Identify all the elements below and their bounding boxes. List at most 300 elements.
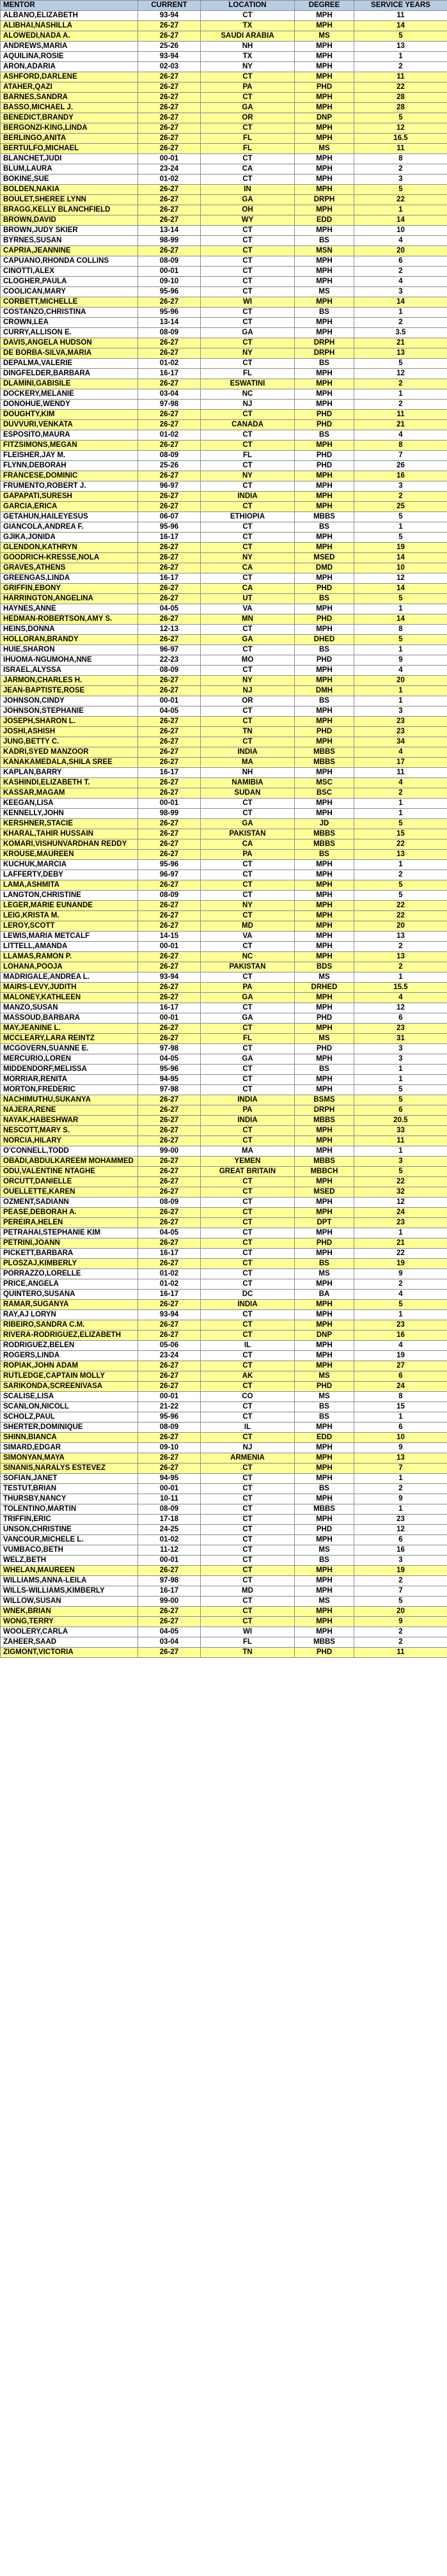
- cell-degree: MPH: [295, 93, 354, 103]
- cell-degree: MS: [295, 1545, 354, 1556]
- cell-current: 26-27: [138, 1320, 201, 1331]
- table-row: [1, 901, 447, 911]
- cell-service-years: 12: [354, 574, 447, 584]
- cell-mentor: WNEK,BRIAN: [1, 1607, 138, 1617]
- cell-location: OR: [201, 696, 295, 706]
- cell-service-years: 24: [354, 1382, 447, 1392]
- cell-service-years: 2: [354, 492, 447, 502]
- table-row: [1, 1054, 447, 1065]
- cell-service-years: 5: [354, 512, 447, 522]
- table-row: [1, 1269, 447, 1279]
- cell-service-years: 7: [354, 1464, 447, 1474]
- cell-current: 95-96: [138, 1412, 201, 1423]
- cell-mentor: HUIE,SHARON: [1, 645, 138, 655]
- cell-service-years: 5: [354, 880, 447, 891]
- cell-service-years: 1: [354, 1146, 447, 1157]
- cell-location: CT: [201, 1075, 295, 1085]
- cell-location: CA: [201, 563, 295, 574]
- cell-service-years: 10: [354, 1433, 447, 1443]
- cell-current: 13-14: [138, 318, 201, 328]
- cell-service-years: 1: [354, 1065, 447, 1075]
- cell-degree: PHD: [295, 584, 354, 594]
- cell-current: 26-27: [138, 1464, 201, 1474]
- cell-current: 00-01: [138, 1556, 201, 1566]
- table-row: [1, 1545, 447, 1556]
- cell-service-years: 19: [354, 543, 447, 553]
- cell-mentor: MAY,JEANINE L.: [1, 1024, 138, 1034]
- cell-location: CT: [201, 717, 295, 727]
- cell-degree: MBBS: [295, 1504, 354, 1515]
- cell-current: 94-95: [138, 1474, 201, 1484]
- cell-location: OH: [201, 205, 295, 215]
- table-row: [1, 287, 447, 297]
- table-row: [1, 297, 447, 308]
- cell-current: 26-27: [138, 983, 201, 993]
- cell-current: 26-27: [138, 441, 201, 451]
- cell-current: 03-04: [138, 1637, 201, 1648]
- cell-current: 08-09: [138, 328, 201, 338]
- cell-current: 26-27: [138, 952, 201, 962]
- cell-current: 26-27: [138, 921, 201, 932]
- cell-current: 08-09: [138, 1198, 201, 1208]
- cell-mentor: CORBETT,MICHELLE: [1, 297, 138, 308]
- cell-service-years: 7: [354, 1586, 447, 1596]
- cell-current: 00-01: [138, 799, 201, 809]
- cell-current: 94-95: [138, 1075, 201, 1085]
- cell-current: 97-98: [138, 1576, 201, 1586]
- cell-degree: DRHED: [295, 983, 354, 993]
- cell-degree: BS: [295, 359, 354, 369]
- cell-mentor: ISRAEL,ALYSSA: [1, 666, 138, 676]
- table-row: [1, 1361, 447, 1371]
- table-row: [1, 574, 447, 584]
- cell-current: 05-06: [138, 1341, 201, 1351]
- cell-service-years: 5: [354, 1596, 447, 1607]
- cell-degree: MPH: [295, 492, 354, 502]
- cell-degree: MPH: [295, 481, 354, 492]
- table-row: [1, 1596, 447, 1607]
- cell-mentor: MASSOUD,BARBARA: [1, 1013, 138, 1024]
- cell-degree: MS: [295, 287, 354, 297]
- cell-degree: MPH: [295, 11, 354, 21]
- cell-degree: DMD: [295, 563, 354, 574]
- cell-service-years: 28: [354, 93, 447, 103]
- cell-location: IN: [201, 185, 295, 195]
- cell-location: CT: [201, 318, 295, 328]
- cell-service-years: 4: [354, 747, 447, 758]
- cell-service-years: 3: [354, 1054, 447, 1065]
- cell-mentor: FLEISHER,JAY M.: [1, 451, 138, 461]
- cell-location: CT: [201, 870, 295, 880]
- cell-current: 26-27: [138, 1187, 201, 1198]
- cell-location: CT: [201, 93, 295, 103]
- cell-service-years: 14: [354, 215, 447, 226]
- table-body: [1, 11, 447, 1658]
- cell-degree: PHD: [295, 1044, 354, 1054]
- cell-location: WI: [201, 297, 295, 308]
- cell-service-years: 19: [354, 1566, 447, 1576]
- cell-current: 00-01: [138, 696, 201, 706]
- cell-location: GA: [201, 1054, 295, 1065]
- cell-current: 26-27: [138, 788, 201, 799]
- cell-location: CT: [201, 809, 295, 819]
- table-row: [1, 308, 447, 318]
- cell-current: 26-27: [138, 215, 201, 226]
- cell-current: 26-27: [138, 901, 201, 911]
- cell-location: CT: [201, 1566, 295, 1576]
- table-row: [1, 850, 447, 860]
- cell-current: 26-27: [138, 993, 201, 1003]
- cell-service-years: 23: [354, 717, 447, 727]
- cell-mentor: ALIBHAI,NASHILLA: [1, 21, 138, 31]
- cell-current: 26-27: [138, 880, 201, 891]
- cell-location: CT: [201, 1310, 295, 1320]
- table-row: [1, 666, 447, 676]
- cell-location: CT: [201, 502, 295, 512]
- cell-service-years: 12: [354, 1003, 447, 1013]
- cell-current: 26-27: [138, 1382, 201, 1392]
- cell-service-years: 7: [354, 451, 447, 461]
- table-row: [1, 635, 447, 645]
- cell-mentor: GRIFFIN,EBONY: [1, 584, 138, 594]
- cell-degree: MPH: [295, 1443, 354, 1453]
- cell-location: CO: [201, 1392, 295, 1402]
- cell-location: NC: [201, 952, 295, 962]
- table-row: [1, 1443, 447, 1453]
- cell-service-years: 2: [354, 62, 447, 72]
- cell-mentor: GIANCOLA,ANDREA F.: [1, 522, 138, 533]
- cell-degree: MPH: [295, 1361, 354, 1371]
- cell-mentor: PEASE,DEBORAH A.: [1, 1208, 138, 1218]
- table-row: [1, 1187, 447, 1198]
- cell-mentor: DONOHUE,WENDY: [1, 400, 138, 410]
- table-row: [1, 175, 447, 185]
- cell-mentor: WILLS-WILLIAMS,KIMBERLY: [1, 1586, 138, 1596]
- cell-service-years: 20.5: [354, 1116, 447, 1126]
- cell-service-years: 6: [354, 1105, 447, 1116]
- cell-location: AK: [201, 1371, 295, 1382]
- cell-service-years: 3: [354, 1044, 447, 1054]
- cell-location: CT: [201, 1187, 295, 1198]
- cell-service-years: 1: [354, 696, 447, 706]
- cell-mentor: SHINN,BIANCA: [1, 1433, 138, 1443]
- cell-location: NY: [201, 676, 295, 686]
- cell-service-years: 33: [354, 1126, 447, 1136]
- table-row: [1, 42, 447, 52]
- cell-location: CT: [201, 1402, 295, 1412]
- cell-service-years: 5: [354, 359, 447, 369]
- cell-service-years: 9: [354, 1443, 447, 1453]
- table-row: [1, 1535, 447, 1545]
- cell-degree: MPH: [295, 389, 354, 400]
- cell-current: 22-23: [138, 655, 201, 666]
- cell-degree: MPH: [295, 1464, 354, 1474]
- cell-current: 08-09: [138, 1423, 201, 1433]
- cell-location: GA: [201, 819, 295, 829]
- cell-current: 03-04: [138, 389, 201, 400]
- table-row: [1, 62, 447, 72]
- cell-service-years: 5: [354, 185, 447, 195]
- cell-degree: MPH: [295, 574, 354, 584]
- cell-service-years: 10: [354, 226, 447, 236]
- table-row: [1, 369, 447, 379]
- cell-location: PAKISTAN: [201, 829, 295, 839]
- cell-mentor: PEREIRA,HELEN: [1, 1218, 138, 1228]
- cell-current: 26-27: [138, 819, 201, 829]
- table-row: [1, 758, 447, 768]
- cell-degree: MPH: [295, 1208, 354, 1218]
- table-row: [1, 1085, 447, 1095]
- cell-location: CT: [201, 1515, 295, 1525]
- cell-mentor: WILLIAMS,ANNA-LEILA: [1, 1576, 138, 1586]
- cell-location: CT: [201, 1228, 295, 1238]
- cell-current: 26-27: [138, 379, 201, 389]
- cell-degree: MPH: [295, 267, 354, 277]
- cell-degree: BS: [295, 236, 354, 246]
- cell-service-years: 4: [354, 236, 447, 246]
- table-row: [1, 625, 447, 635]
- cell-current: 04-05: [138, 1627, 201, 1637]
- cell-current: 97-98: [138, 1044, 201, 1054]
- table-row: [1, 1392, 447, 1402]
- cell-mentor: OBADI,ABDULKAREEM MOHAMMED: [1, 1157, 138, 1167]
- cell-location: CT: [201, 287, 295, 297]
- cell-current: 00-01: [138, 1484, 201, 1494]
- cell-degree: DMH: [295, 686, 354, 696]
- cell-service-years: 24: [354, 1208, 447, 1218]
- table-row: [1, 819, 447, 829]
- cell-current: 16-17: [138, 1003, 201, 1013]
- cell-mentor: DLAMINI,GABISILE: [1, 379, 138, 389]
- header-mentor: MENTOR: [1, 1, 138, 11]
- cell-location: CANADA: [201, 420, 295, 430]
- cell-service-years: 1: [354, 809, 447, 819]
- cell-service-years: 6: [354, 256, 447, 267]
- cell-mentor: SCALISE,LISA: [1, 1392, 138, 1402]
- cell-mentor: SCANLON,NICOLL: [1, 1402, 138, 1412]
- cell-service-years: 22: [354, 195, 447, 205]
- cell-mentor: KENNELLY,JOHN: [1, 809, 138, 819]
- cell-mentor: VUMBACO,BETH: [1, 1545, 138, 1556]
- cell-service-years: 12: [354, 369, 447, 379]
- cell-location: PA: [201, 983, 295, 993]
- cell-mentor: KAPLAN,BARRY: [1, 768, 138, 778]
- cell-mentor: MCGOVERN,SUANNE E.: [1, 1044, 138, 1054]
- table-row: [1, 1627, 447, 1637]
- cell-degree: MSED: [295, 1187, 354, 1198]
- table-row: [1, 1556, 447, 1566]
- table-row: [1, 839, 447, 850]
- cell-location: ESWATINI: [201, 379, 295, 389]
- cell-location: CT: [201, 1279, 295, 1290]
- table-row: [1, 502, 447, 512]
- cell-degree: MPH: [295, 706, 354, 717]
- table-row: [1, 696, 447, 706]
- cell-location: FL: [201, 1637, 295, 1648]
- cell-location: CT: [201, 481, 295, 492]
- cell-service-years: 5: [354, 1095, 447, 1105]
- cell-service-years: 3.5: [354, 328, 447, 338]
- cell-current: 16-17: [138, 369, 201, 379]
- cell-current: 26-27: [138, 1177, 201, 1187]
- cell-degree: BS: [295, 308, 354, 318]
- table-row: [1, 1065, 447, 1075]
- cell-location: CT: [201, 1259, 295, 1269]
- cell-location: CT: [201, 1474, 295, 1484]
- table-row: [1, 1238, 447, 1249]
- cell-degree: MBBS: [295, 758, 354, 768]
- cell-mentor: GOODRICH-KRESSE,NOLA: [1, 553, 138, 563]
- cell-mentor: JOSEPH,SHARON L.: [1, 717, 138, 727]
- cell-service-years: 1: [354, 1310, 447, 1320]
- cell-degree: MPH: [295, 277, 354, 287]
- cell-location: NJ: [201, 686, 295, 696]
- cell-location: CT: [201, 1003, 295, 1013]
- cell-current: 08-09: [138, 451, 201, 461]
- cell-service-years: 2: [354, 1576, 447, 1586]
- cell-mentor: WILLOW,SUSAN: [1, 1596, 138, 1607]
- cell-location: CT: [201, 666, 295, 676]
- cell-current: 26-27: [138, 778, 201, 788]
- cell-service-years: 14: [354, 553, 447, 563]
- cell-service-years: 15: [354, 1402, 447, 1412]
- cell-service-years: 5: [354, 1167, 447, 1177]
- cell-current: 01-02: [138, 1535, 201, 1545]
- cell-mentor: ZIGMONT,VICTORIA: [1, 1648, 138, 1658]
- cell-service-years: 2: [354, 267, 447, 277]
- cell-degree: MPH: [295, 62, 354, 72]
- table-row: [1, 553, 447, 563]
- cell-current: 26-27: [138, 1116, 201, 1126]
- cell-mentor: KASSAR,MAGAM: [1, 788, 138, 799]
- table-row: [1, 134, 447, 144]
- table-row: [1, 993, 447, 1003]
- cell-mentor: MALONEY,KATHLEEN: [1, 993, 138, 1003]
- cell-degree: BS: [295, 645, 354, 655]
- cell-mentor: KADRI,SYED MANZOOR: [1, 747, 138, 758]
- table-row: [1, 461, 447, 471]
- table-row: [1, 82, 447, 93]
- table-row: [1, 829, 447, 839]
- cell-location: CT: [201, 522, 295, 533]
- cell-location: SAUDI ARABIA: [201, 31, 295, 42]
- cell-location: OR: [201, 113, 295, 123]
- cell-mentor: THURSBY,NANCY: [1, 1494, 138, 1504]
- table-row: [1, 195, 447, 205]
- cell-mentor: DINGFELDER,BARBARA: [1, 369, 138, 379]
- cell-location: WY: [201, 215, 295, 226]
- cell-location: NY: [201, 553, 295, 563]
- cell-degree: MPH: [295, 921, 354, 932]
- cell-service-years: 11: [354, 410, 447, 420]
- cell-service-years: 19: [354, 1351, 447, 1361]
- table-row: [1, 921, 447, 932]
- cell-location: INDIA: [201, 1300, 295, 1310]
- cell-mentor: LAFFERTY,DEBY: [1, 870, 138, 880]
- cell-mentor: RIBEIRO,SANDRA C.M.: [1, 1320, 138, 1331]
- cell-degree: MS: [295, 972, 354, 983]
- cell-degree: MBBS: [295, 1637, 354, 1648]
- cell-location: CT: [201, 891, 295, 901]
- cell-degree: MPH: [295, 185, 354, 195]
- cell-location: CT: [201, 706, 295, 717]
- cell-mentor: GRAVES,ATHENS: [1, 563, 138, 574]
- cell-service-years: 6: [354, 1013, 447, 1024]
- cell-service-years: 16: [354, 1331, 447, 1341]
- cell-service-years: 4: [354, 666, 447, 676]
- cell-location: CT: [201, 1218, 295, 1228]
- cell-mentor: DUVVURI,VENKATA: [1, 420, 138, 430]
- cell-current: 25-26: [138, 461, 201, 471]
- cell-service-years: 22: [354, 1249, 447, 1259]
- cell-current: 01-02: [138, 175, 201, 185]
- cell-location: CT: [201, 942, 295, 952]
- table-row: [1, 952, 447, 962]
- table-row: [1, 226, 447, 236]
- cell-mentor: ANDREWS,MARIA: [1, 42, 138, 52]
- cell-current: 26-27: [138, 195, 201, 205]
- cell-service-years: 3: [354, 175, 447, 185]
- cell-service-years: 22: [354, 82, 447, 93]
- cell-current: 26-27: [138, 502, 201, 512]
- cell-degree: MPH: [295, 72, 354, 82]
- cell-location: CA: [201, 839, 295, 850]
- table-row: [1, 256, 447, 267]
- cell-current: 04-05: [138, 1228, 201, 1238]
- cell-current: 95-96: [138, 522, 201, 533]
- cell-mentor: ALOWEDI,NADA A.: [1, 31, 138, 42]
- cell-mentor: BLANCHET,JUDI: [1, 154, 138, 164]
- cell-mentor: MAIRS-LEVY,JUDITH: [1, 983, 138, 993]
- cell-degree: DPT: [295, 1218, 354, 1228]
- cell-degree: DNP: [295, 113, 354, 123]
- cell-mentor: RODRIGUEZ,BELEN: [1, 1341, 138, 1351]
- cell-current: 26-27: [138, 338, 201, 348]
- cell-service-years: 2: [354, 379, 447, 389]
- cell-location: UT: [201, 594, 295, 604]
- cell-location: CT: [201, 338, 295, 348]
- table-row: [1, 1525, 447, 1535]
- cell-service-years: 11: [354, 72, 447, 82]
- cell-degree: MPH: [295, 441, 354, 451]
- cell-mentor: PETRINI,JOANN: [1, 1238, 138, 1249]
- cell-current: 26-27: [138, 727, 201, 737]
- cell-service-years: 22: [354, 1177, 447, 1187]
- table-row: [1, 1024, 447, 1034]
- cell-location: CT: [201, 625, 295, 635]
- table-row: [1, 451, 447, 461]
- cell-service-years: 2: [354, 1484, 447, 1494]
- cell-degree: MPH: [295, 604, 354, 614]
- cell-degree: EDD: [295, 1433, 354, 1443]
- cell-degree: PHD: [295, 1525, 354, 1535]
- cell-service-years: 1: [354, 645, 447, 655]
- cell-degree: MPH: [295, 1351, 354, 1361]
- cell-degree: MPH: [295, 1494, 354, 1504]
- cell-location: CT: [201, 911, 295, 921]
- cell-current: 93-94: [138, 11, 201, 21]
- cell-degree: PHD: [295, 614, 354, 625]
- cell-location: MO: [201, 655, 295, 666]
- cell-degree: MS: [295, 1392, 354, 1402]
- cell-service-years: 5: [354, 635, 447, 645]
- cell-degree: MPH: [295, 1300, 354, 1310]
- cell-degree: BS: [295, 1484, 354, 1494]
- cell-location: CT: [201, 543, 295, 553]
- cell-current: 00-01: [138, 1013, 201, 1024]
- cell-current: 26-27: [138, 246, 201, 256]
- cell-current: 01-02: [138, 1279, 201, 1290]
